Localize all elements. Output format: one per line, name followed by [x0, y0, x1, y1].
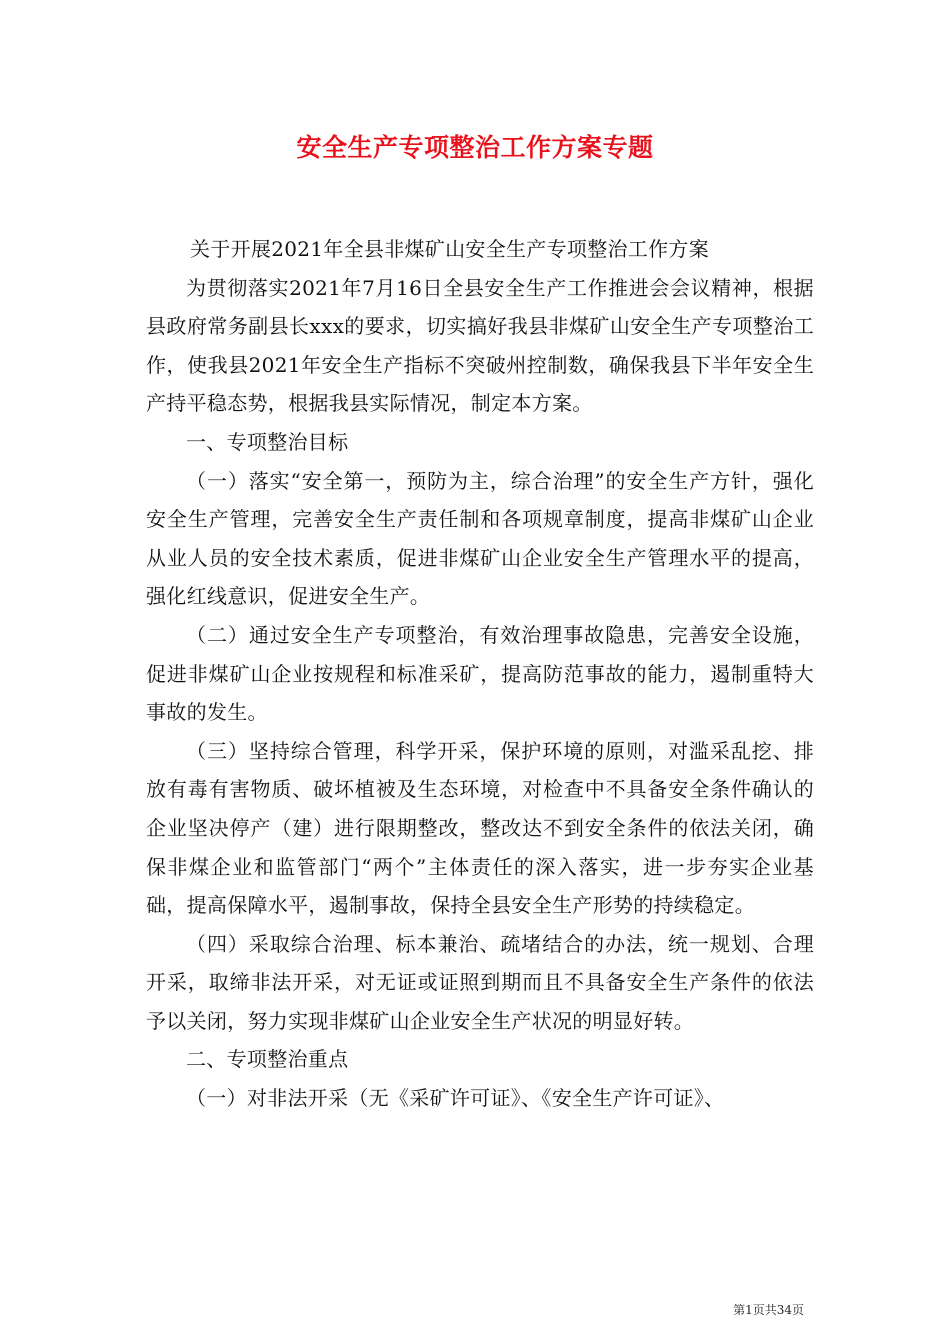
section-heading-goals: 一、专项整治目标	[186, 429, 349, 454]
paragraph-heading: 关于开展2021年全县非煤矿山安全生产专项整治工作方案	[190, 237, 709, 261]
paragraph-focus-1: （一）对非法开采（无《采矿许可证》、《安全生产许可证》、	[186, 1086, 725, 1111]
paragraph-intro: 为贯彻落实2021年7月16日全县安全生产工作推进会会议精神，根据县政府常务副县长xxx的要求，切实搞好我县非煤矿山安全生产专项整治工作，使我县2021年安全生产指标不突破州控制数，确保我县下半年安全生产持平稳态势，根据我县实际情况，制定本方案。	[146, 275, 814, 416]
document-title: 安全生产专项整治工作方案专题	[296, 133, 654, 162]
paragraph-goal-1: （一）落实“安全第一，预防为主，综合治理”的安全生产方针，强化安全生产管理，完善安全生产责任制和各项规章制度，提高非煤矿山企业从业人员的安全技术素质，促进非煤矿山企业安全生产管理水平的提高，强化红线意识，促进安全生产。	[146, 468, 814, 609]
section-heading-focus: 二、专项整治重点	[186, 1047, 349, 1072]
paragraph-goal-4: （四）采取综合治理、标本兼治、疏堵结合的办法，统一规划、合理开采，取缔非法开采，对无证或证照到期而且不具备安全生产条件的依法予以关闭，努力实现非煤矿山企业安全生产状况的明显好转。	[146, 931, 814, 1033]
paragraph-goal-3: （三）坚持综合管理，科学开采，保护环境的原则，对滥采乱挖、排放有毒有害物质、破坏植被及生态环境，对检查中不具备安全条件确认的企业坚决停产（建）进行限期整改，整改达不到安全条件的依法关闭，确保非煤企业和监管部门“两个”主体责任的深入落实，进一步夯实企业基础，提高保障水平，遏制事故，保持全县安全生产形势的持续稳定。	[146, 738, 814, 918]
document-body	[146, 230, 814, 1118]
paragraph-goal-2: （二）通过安全生产专项整治，有效治理事故隐患，完善安全设施，促进非煤矿山企业按规程和标准采矿，提高防范事故的能力，遏制重特大事故的发生。	[146, 622, 814, 725]
page-number: 第1页共34页	[733, 1303, 804, 1317]
